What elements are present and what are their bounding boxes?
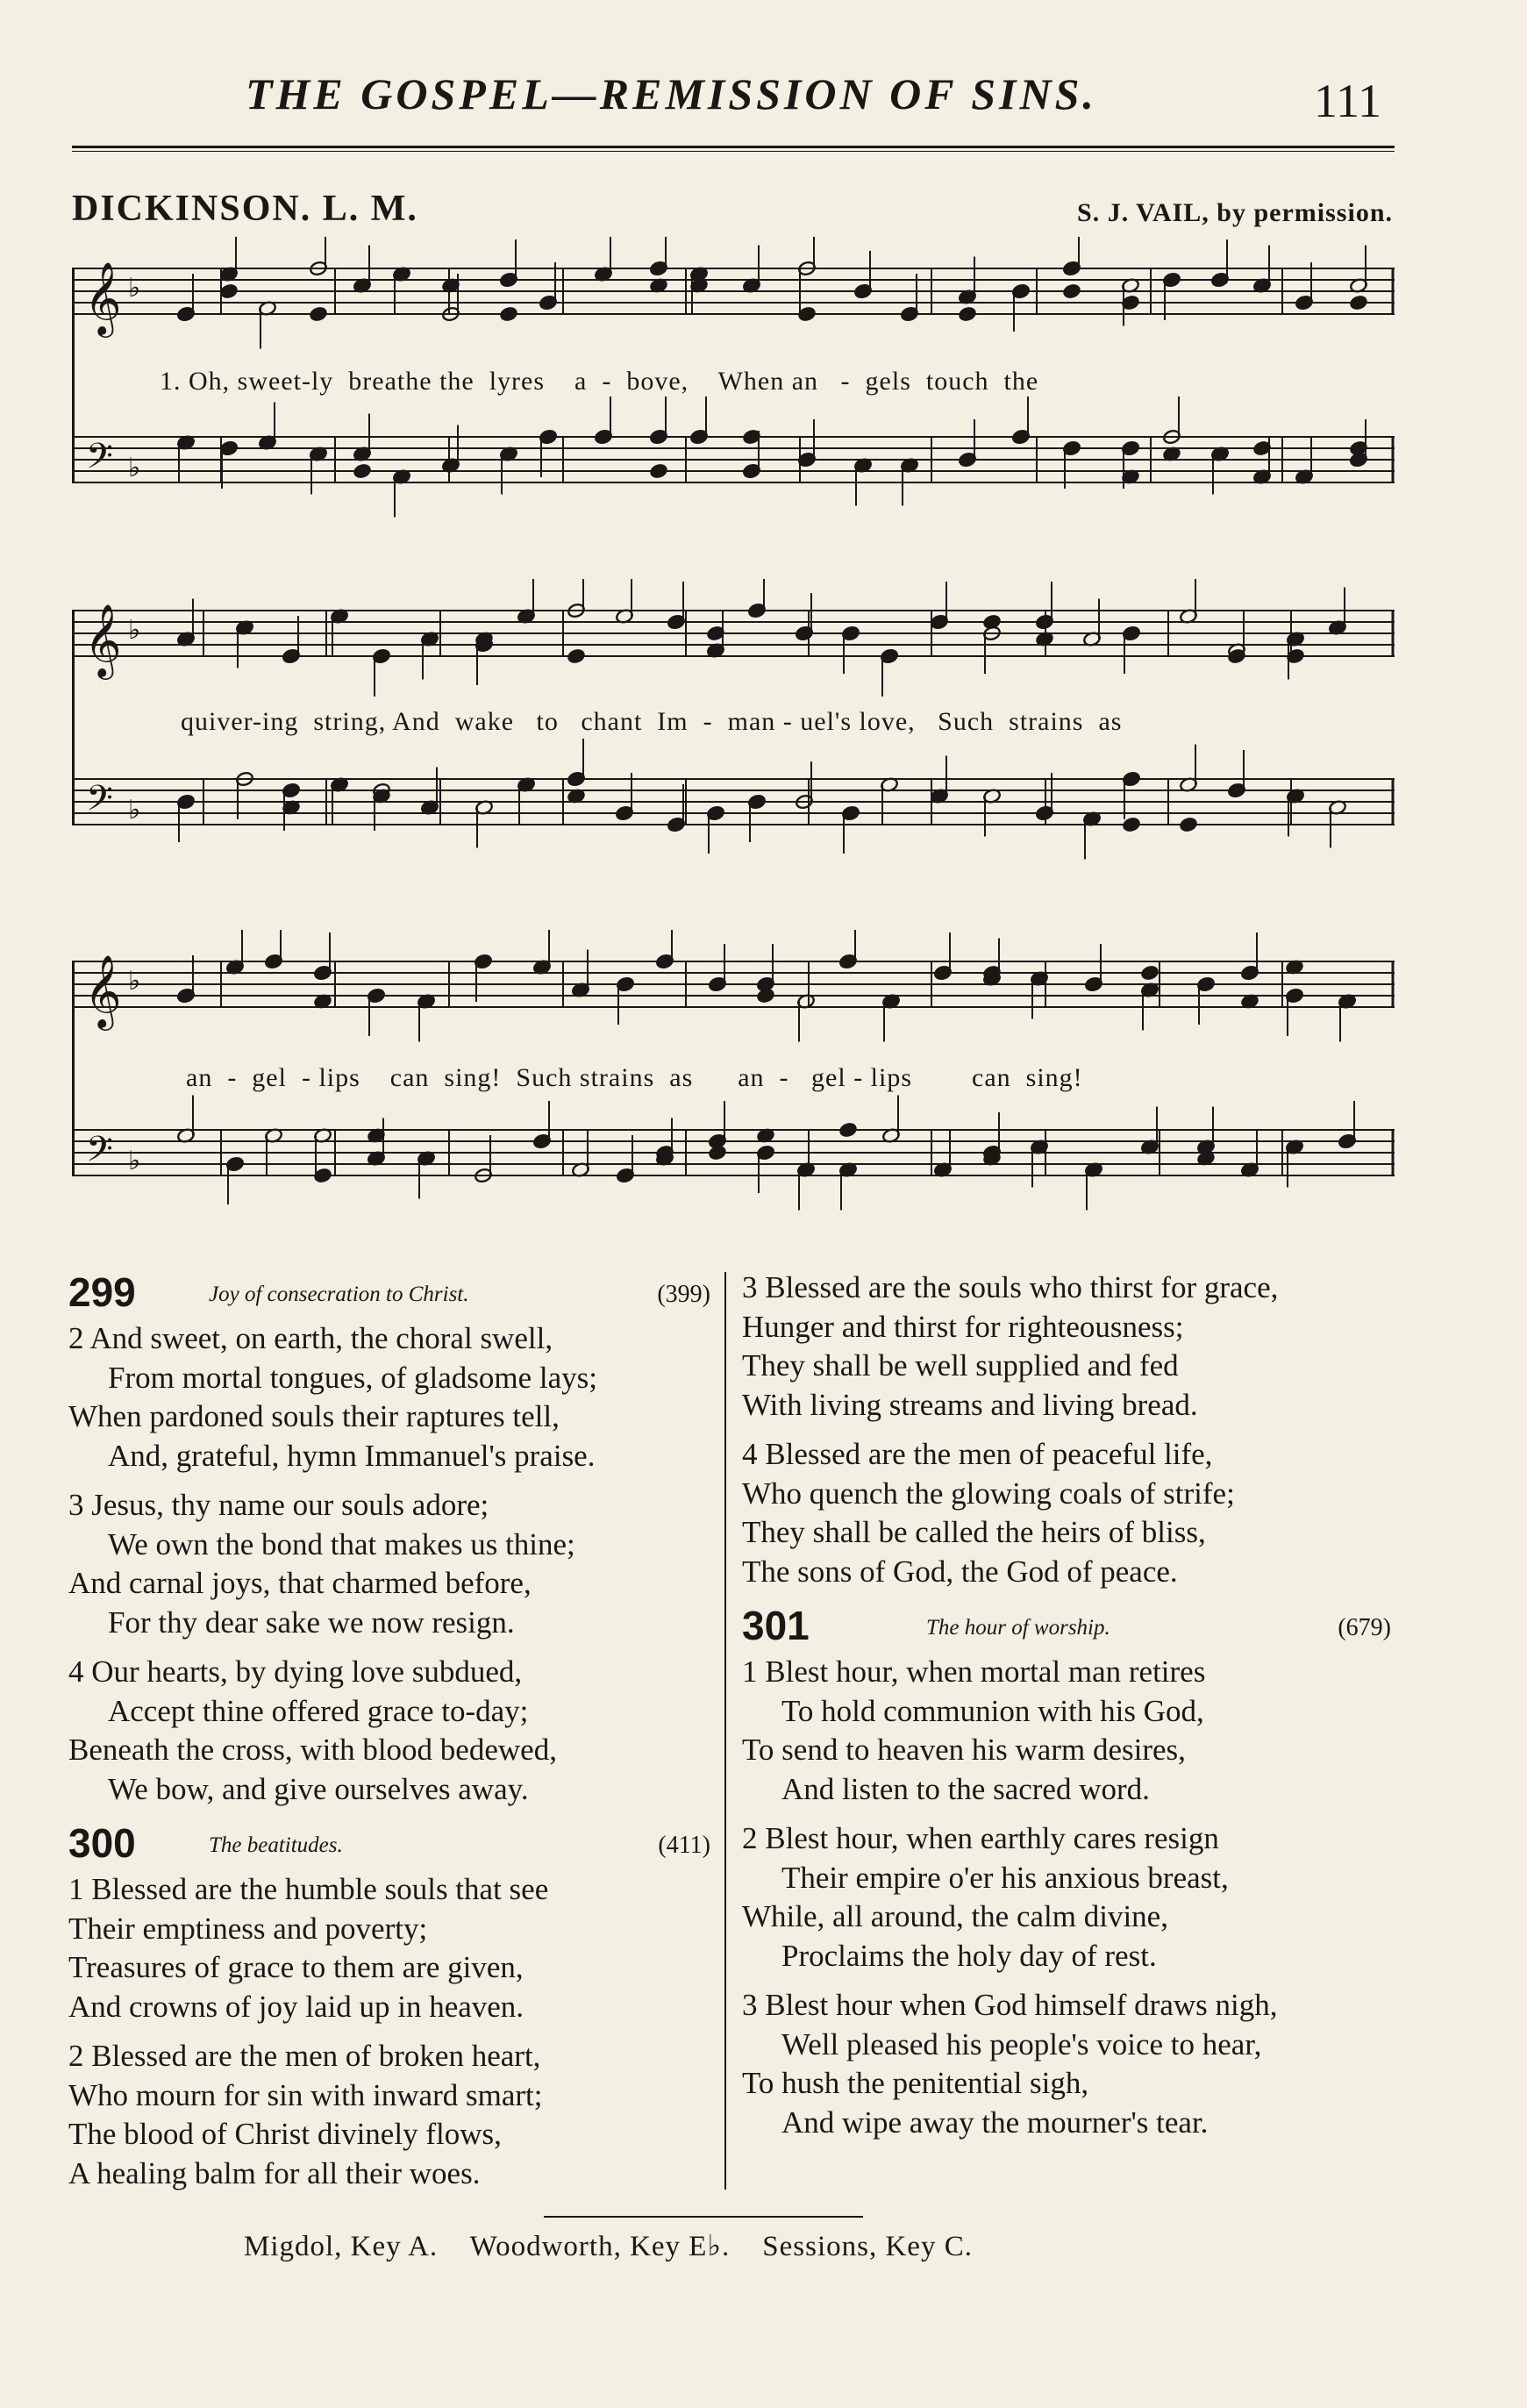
verse-line: 3 Blessed are the souls who thirst for grace, [742, 1270, 1279, 1304]
stanza [742, 1435, 1391, 1591]
verse-line: Well pleased his people's voice to hear, [781, 2026, 1262, 2061]
hymn-300-continued [742, 1268, 1391, 1591]
verse-line: And listen to the sacred word. [781, 1771, 1150, 1806]
stanza [742, 1268, 1391, 1425]
verse-line: We bow, and give ourselves away. [108, 1771, 529, 1806]
verse-line: 1 Blest hour, when mortal man retires [742, 1654, 1206, 1689]
bass-clef-icon: 𝄢 [86, 436, 113, 485]
treble-staff [72, 268, 1395, 314]
verse-line: Hunger and thirst for righteousness; [742, 1309, 1184, 1344]
stanza [68, 2037, 710, 2193]
verse-line: To hold communion with his God, [781, 1693, 1204, 1728]
flat-icon: ♭ [128, 273, 141, 304]
lyric-line-2: quiver-ing string, And wake to chant Im - man - uel's love, Such strains as [181, 707, 1123, 736]
header-rule-thin [72, 151, 1395, 152]
flat-icon: ♭ [128, 795, 141, 825]
bass-staff [72, 1130, 1395, 1175]
verse-line: The blood of Christ divinely flows, [68, 2117, 502, 2151]
verse-line: To send to heaven his warm desires, [742, 1733, 1186, 1767]
hymn-subject: The hour of worship. [926, 1616, 1110, 1640]
lyric-line-1: 1. Oh, sweet-ly breathe the lyres a - bove, When an - gels touch the [160, 367, 1039, 396]
footer-rule [544, 2216, 863, 2218]
verse-line: And crowns of joy laid up in heaven. [68, 1989, 524, 2024]
stanza [742, 1819, 1391, 1976]
hymn-heading [742, 1602, 1391, 1653]
verse-line: For thy dear sake we now resign. [108, 1604, 515, 1640]
verse-line: And carnal joys, that charmed before, [68, 1566, 532, 1600]
tune-composer: S. J. VAIL, by permission. [1077, 198, 1393, 227]
verse-line: The sons of God, the God of peace. [742, 1554, 1178, 1589]
verse-line: With living streams and living bread. [742, 1387, 1198, 1422]
verse-line: Their emptiness and poverty; [68, 1911, 428, 1946]
hymn-301 [742, 1602, 1391, 2142]
header-rule [72, 146, 1395, 148]
hymn-299 [68, 1268, 710, 1809]
treble-clef-icon: 𝄞 [84, 603, 122, 676]
hymn-300 [68, 1819, 710, 2193]
flat-icon: ♭ [128, 615, 141, 646]
left-column [68, 1268, 710, 2204]
hymn-heading [68, 1268, 710, 1319]
page-number: 111 [1314, 75, 1381, 127]
verse-line: And wipe away the mourner's tear. [781, 2104, 1209, 2140]
right-column [742, 1268, 1391, 2153]
verse-line: 2 Blest hour, when earthly cares resign [742, 1821, 1219, 1855]
hymn-subject: The beatitudes. [209, 1833, 343, 1857]
stanza [742, 1653, 1391, 1809]
stanza [68, 1486, 710, 1642]
hymn-heading [68, 1819, 710, 1870]
stanza [68, 1653, 710, 1809]
verse-line: 2 And sweet, on earth, the choral swell, [68, 1321, 553, 1355]
verse-line: A healing balm for all their woes. [68, 2155, 481, 2190]
verse-line: Who quench the glowing coals of strife; [742, 1476, 1235, 1511]
verse-line: Proclaims the holy day of rest. [781, 1938, 1157, 1973]
verse-line: 4 Our hearts, by dying love subdued, [68, 1654, 523, 1689]
verse-line: They shall be called the heirs of bliss, [742, 1515, 1206, 1549]
verse-line: 3 Jesus, thy name our souls adore; [68, 1488, 489, 1522]
hymn-reference: (679) [1338, 1614, 1391, 1641]
verse-line: And, grateful, hymn Immanuel's praise. [108, 1438, 596, 1473]
verse-line: 2 Blessed are the men of broken heart, [68, 2039, 541, 2073]
verse-line: Accept thine offered grace to-day; [108, 1693, 529, 1728]
bass-clef-icon: 𝄢 [86, 1129, 113, 1178]
treble-clef-icon: 𝄞 [84, 261, 122, 334]
verse-line: Beneath the cross, with blood bedewed, [68, 1733, 557, 1767]
verse-line: 3 Blest hour when God himself draws nigh, [742, 1988, 1278, 2022]
flat-icon: ♭ [128, 1146, 141, 1176]
verse-line: While, all around, the calm divine, [742, 1899, 1168, 1933]
verse-line: They shall be well supplied and fed [742, 1348, 1179, 1383]
lyric-line-3: an - gel - lips can sing! Such strains as an - gel - lips can sing! [186, 1063, 1083, 1092]
bass-clef-icon: 𝄢 [86, 778, 113, 827]
hymn-number: 299 [68, 1269, 136, 1315]
verse-line: Treasures of grace to them are given, [68, 1950, 524, 1984]
alternate-tune-keys: Migdol, Key A. Woodworth, Key E♭. Sessions, Key C. [244, 2231, 973, 2262]
stanza [68, 1319, 710, 1476]
hymn-reference: (399) [657, 1281, 710, 1308]
running-title: THE GOSPEL—REMISSION OF SINS. [246, 69, 1097, 118]
stanza [742, 1986, 1391, 2142]
hymn-number: 300 [68, 1820, 136, 1866]
hymn-reference: (411) [658, 1832, 710, 1859]
tune-name: DICKINSON. L. M. [72, 189, 418, 229]
flat-icon: ♭ [128, 966, 141, 997]
hymn-subject: Joy of consecration to Christ. [209, 1283, 469, 1306]
column-divider [724, 1272, 726, 2190]
verse-line: We own the bond that makes us thine; [108, 1526, 575, 1561]
verse-line: Who mourn for sin with inward smart; [68, 2077, 543, 2112]
verse-line: To hush the penitential sigh, [742, 2066, 1089, 2100]
verse-line: From mortal tongues, of gladsome lays; [108, 1360, 597, 1395]
verse-line: Their empire o'er his anxious breast, [781, 1860, 1229, 1895]
hymn-number: 301 [742, 1603, 810, 1648]
verse-line: When pardoned souls their raptures tell, [68, 1399, 560, 1433]
flat-icon: ♭ [128, 453, 141, 483]
treble-clef-icon: 𝄞 [84, 954, 122, 1027]
verse-line: 4 Blessed are the men of peaceful life, [742, 1437, 1213, 1471]
verse-line: 1 Blessed are the humble souls that see [68, 1872, 549, 1906]
stanza [68, 1870, 710, 2026]
